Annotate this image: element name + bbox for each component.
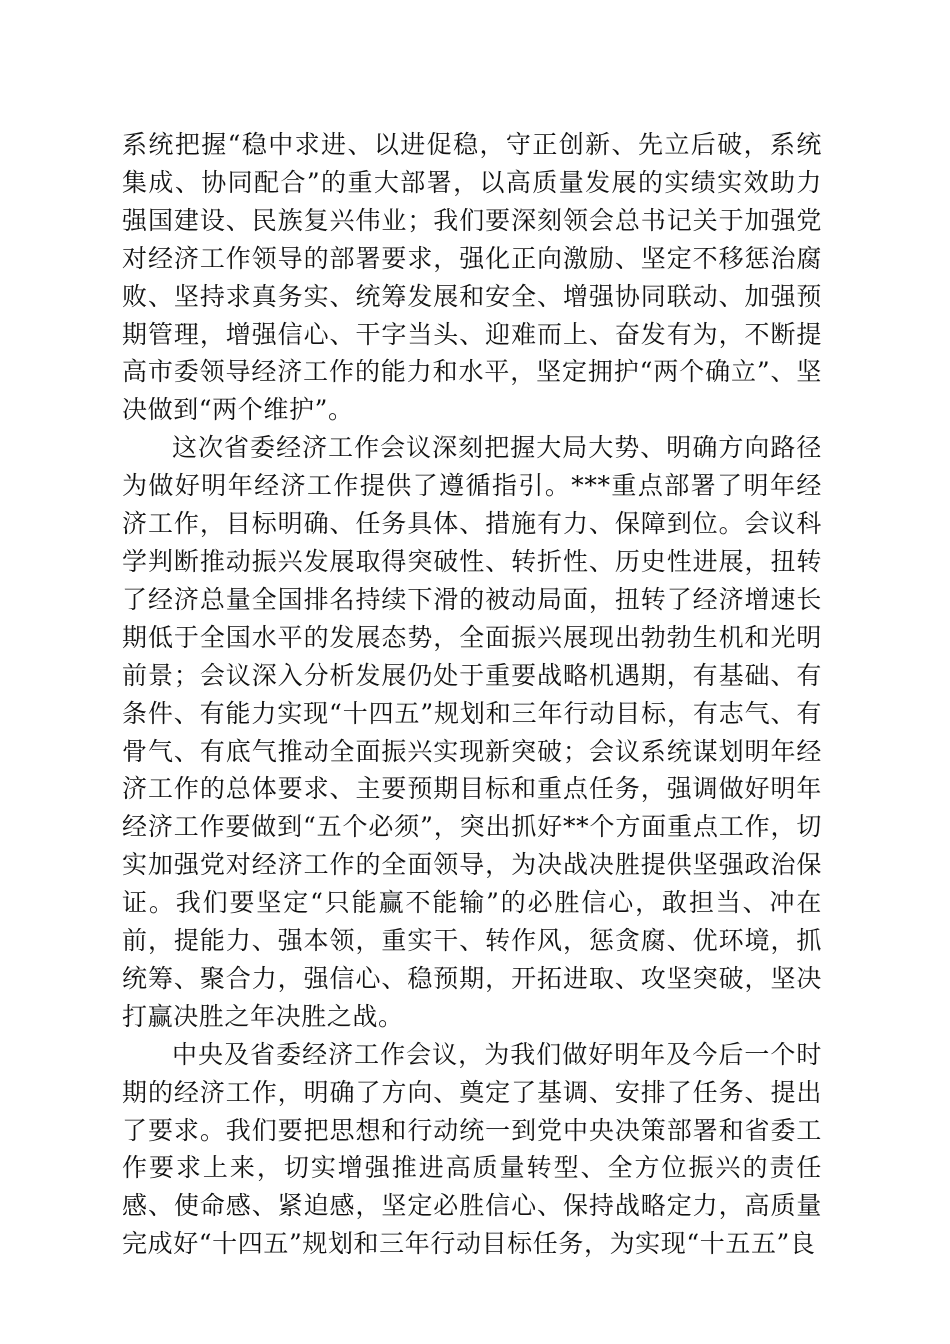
- document-body: [122, 126, 822, 1263]
- paragraph-3: 中央及省委经济工作会议，为我们做好明年及今后一个时期的经济工作，明确了方向、奠定了基调、安排了任务、提出了要求。我们要把思想和行动统一到党中央决策部署和省委工作要求上来，切实增强推进高质量转型、全方位振兴的责任感、使命感、紧迫感，坚定必胜信心、保持战略定力，高质量完成好“十四五”规划和三年行动目标任务，为实现“十五五”良: [122, 1039, 822, 1259]
- paragraph-2: 这次省委经济工作会议深刻把握大局大势、明确方向路径为做好明年经济工作提供了遵循指引。***重点部署了明年经济工作，目标明确、任务具体、措施有力、保障到位。会议科学判断推动振兴发展取得突破性、转折性、历史性进展，扭转了经济总量全国排名持续下滑的被动局面，扭转了经济增速长期低于全国水平的发展态势，全面振兴展现出勃勃生机和光明前景；会议深入分析发展仍处于重要战略机遇期，有基础、有条件、有能力实现“十四五”规划和三年行动目标，有志气、有骨气、有底气推动全面振兴实现新突破；会议系统谋划明年经济工作的总体要求、主要预期目标和重点任务，强调做好明年经济工作要做到“五个必须”，突出抓好**个方面重点工作，切实加强党对经济工作的全面领导，为决战决胜提供坚强政治保证。我们要坚定“只能赢不能输”的必胜信心，敢担当、冲在前，提能力、强本领，重实干、转作风，惩贪腐、优环境，抓统筹、聚合力，强信心、稳预期，开拓进取、攻坚突破，坚决打赢决胜之年决胜之战。: [122, 433, 822, 1031]
- paragraph-1: 系统把握“稳中求进、以进促稳，守正创新、先立后破，系统集成、协同配合”的重大部署，以高质量发展的实绩实效助力强国建设、民族复兴伟业；我们要深刻领会总书记关于加强党对经济工作领导的部署要求，强化正向激励、坚定不移惩治腐败、坚持求真务实、统筹发展和安全、增强协同联动、加强预期管理，增强信心、干字当头、迎难而上、奋发有为，不断提高市委领导经济工作的能力和水平，坚定拥护“两个确立”、坚决做到“两个维护”。: [122, 130, 822, 425]
